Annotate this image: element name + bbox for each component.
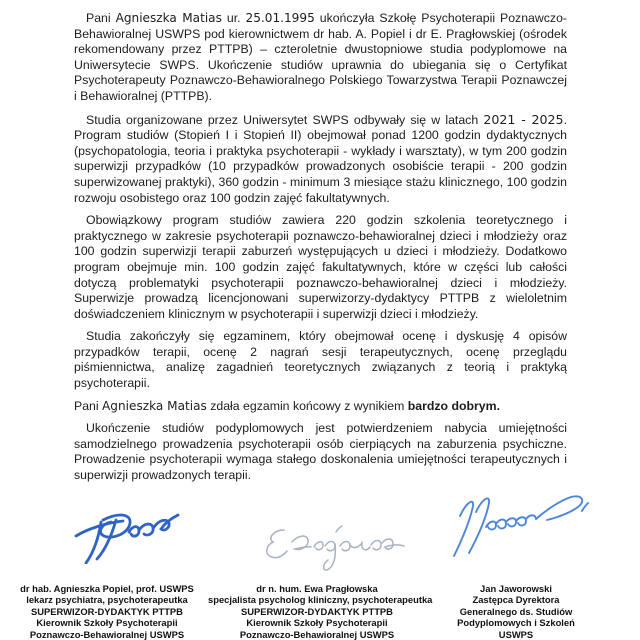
signatory-line: Poznawczo-Behawioralnej USWPS <box>29 629 185 640</box>
signatories-names-row <box>0 583 640 640</box>
signatory-line: specjalista psycholog kliniczny, psychoterapeutka <box>208 594 433 606</box>
signature-praglowska <box>262 518 410 576</box>
student-name-result: Agnieszka Matias <box>102 398 207 413</box>
paragraph-result <box>74 399 567 415</box>
signatory-block-popiel <box>1 583 213 640</box>
p1-rest: ukończyła Szkołę Psychoterapii Poznawczo-Behawioralnej USWPS pod kierownictwem dr hab. A. Popiel i dr E. Pragłowskiej (ośrodek rekomendowany przez PTTPB) – czteroletnie dwustopniowe studia podyplomowe na Uniwersytecie SWPS. Ukończenie studiów uprawnia do ubiegania się o Certyfikat Psychoterapeuty Poznawczo-Behawioralnego Polskiego Towarzystwa Terapii Poznawczej i Behawioralnej (PTTPB). <box>74 11 567 103</box>
paragraph-mandatory-program: Obowiązkowy program studiów zawiera 220 godzin szkolenia teoretycznego i praktycznego w zakresie psychoterapii poznawczo-behawioralnej dzieci i młodzieży oraz 100 godzin superwizji terapii zaburzeń występujących u dzieci i młodzieży. Dodatkowo program obejmuje min. 100 godzin zajęć fakultatywnych, które w części lub całości dotyczą problematyki psychoterapii poznawczo-behawioralnej dzieci i młodzieży. Superwizje prowadzą licencjonowani superwizorzy-dydaktycy PTTPB z wieloletnim doświadczeniem klinicznym w psychoterapii i superwizji dzieci i młodzieży. <box>74 213 567 321</box>
signature-popiel <box>73 510 181 564</box>
p2-rest: . Program studiów (Stopień I i Stopień II) obejmował ponad 1200 godzin dydaktycznych (psychopatologia, teoria i praktyka psychoterapii - wykłady i warsztaty), w tym 200 godzin superwizji przypadków (10 przypadków prowadzonych osobiście terapii - 200 godzin superwizowanej praktyki), 360 godzin - minimum 3 miesiące stażu klinicznego, 100 godzin rozwoju osobistego oraz 100 godzin zajęć fakultatywnych. <box>74 112 567 205</box>
study-years: 2021 - 2025 <box>483 111 564 127</box>
signatory-block-jaworowski <box>411 583 621 640</box>
signatory-block-praglowska <box>208 582 433 640</box>
signatory-line: SUPERWIZOR-DYDAKTYK PTTPB <box>31 605 183 617</box>
signature-cell-jaworowski <box>430 491 640 567</box>
p5-mid: zdała egzamin końcowy z wynikiem <box>206 398 408 413</box>
signatory-line: Jan Jaworowski <box>480 582 552 594</box>
signatory-line: SUPERWIZOR-DYDAKTYK PTTPB <box>241 605 393 617</box>
signatory-line: Kierownik Szkoły Psychoterapii <box>246 617 388 629</box>
signature-jaworowski <box>443 494 595 562</box>
signature-cell-praglowska <box>212 491 430 581</box>
paragraph-intro <box>74 11 567 105</box>
p1-pre: Pani <box>86 11 116 25</box>
p1-mid: ur. <box>221 11 246 25</box>
signatory-line: Zastępca Dyrektora <box>472 594 560 606</box>
p2-pre: Studia organizowane przez Uniwersytet SWPS odbywały się w latach <box>86 112 484 127</box>
signatory-line: dr n. hum. Ewa Pragłowska <box>256 582 378 594</box>
signature-cell-popiel <box>0 491 212 569</box>
birth-date: 25.01.1995 <box>245 11 315 25</box>
paragraph-exam: Studia zakończyły się egzaminem, który obejmował ocenę i dyskusję 4 opisów przypadków terapii, ocenę 2 nagrań sesji terapeutycznych, ocenę przeglądu piśmiennictwa, analizę zagadnień teoretycznych związanych z teorią i praktyką psychoterapii. <box>74 329 567 391</box>
paragraph-closing: Ukończenie studiów podyplomowych jest potwierdzeniem nabycia umiejętności samodzielnego prowadzenia psychoterapii osób cierpiących na zaburzenia psychiczne. Prowadzenie psychoterapii wymaga stałego doskonalenia umiejętności terapeutycznych i superwizji prowadzonych terapii. <box>74 421 567 483</box>
signatory-line: dr hab. Agnieszka Popiel, prof. USWPS <box>20 582 194 594</box>
signatory-line: Kierownik Szkoły Psychoterapii <box>36 617 178 629</box>
student-name: Agnieszka Matias <box>115 11 222 25</box>
signatory-line: Generalnego ds. Studiów <box>459 605 573 617</box>
signatory-line: Podyplomowych i Szkoleń <box>457 617 575 629</box>
signatory-line: Poznawczo-Behawioralnej USWPS <box>239 629 395 640</box>
signatures-row <box>0 491 640 583</box>
p5-pre: Pani <box>74 398 103 413</box>
exam-grade: bardzo dobrym. <box>407 398 500 413</box>
signatory-line: USWPS <box>498 629 534 640</box>
signatory-line: lekarz psychiatra, psychoterapeutka <box>26 594 188 606</box>
paragraph-program <box>74 112 567 207</box>
